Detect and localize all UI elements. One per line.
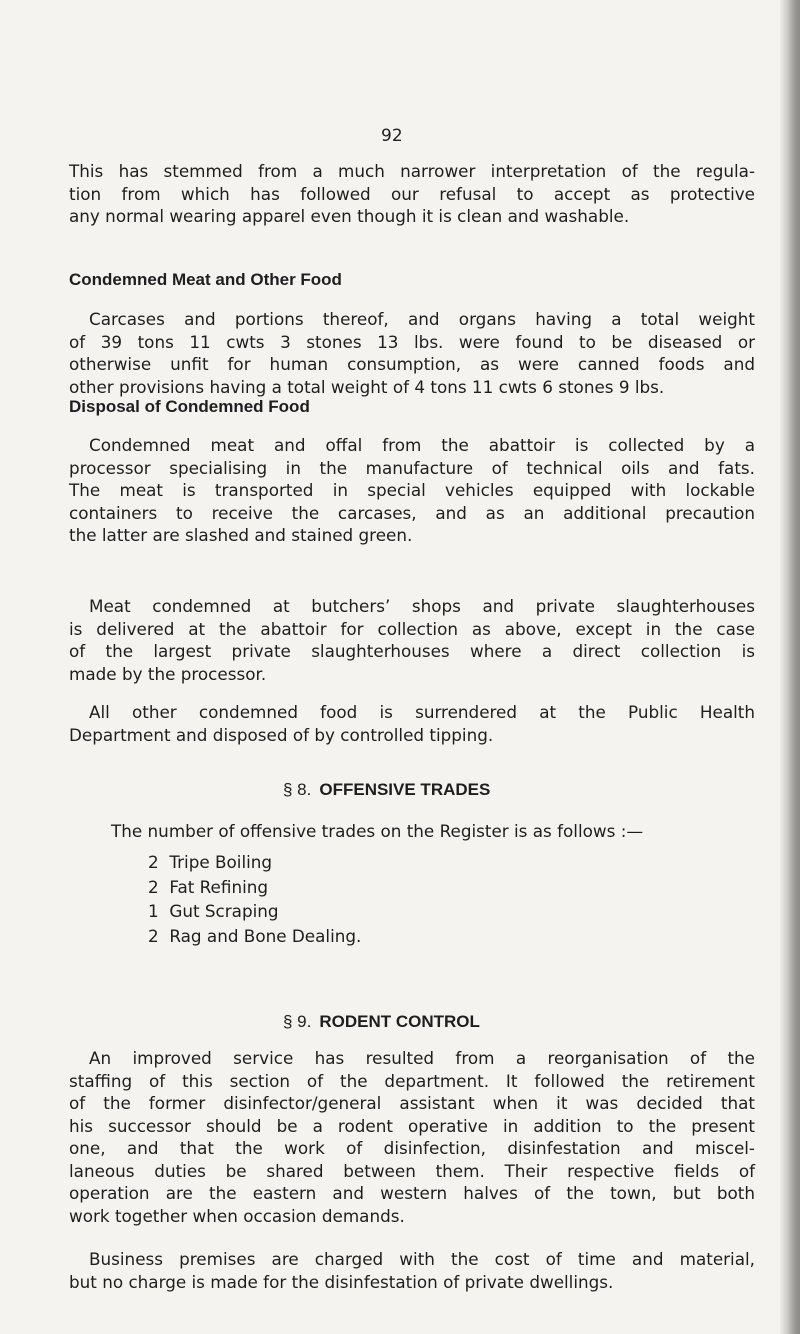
trade-name: Gut Scraping xyxy=(169,901,279,921)
offensive-trades-list xyxy=(148,850,361,948)
text-line: operation are the eastern and western halves of the town, but both xyxy=(69,1183,755,1203)
text-line: Department and disposed of by controlled tipping. xyxy=(69,724,494,745)
text-line: but no charge is made for the disinfestation of private dwellings. xyxy=(69,1271,614,1292)
text-line: The meat is transported in special vehicles equipped with lockable xyxy=(69,480,755,500)
offensive-trades-intro xyxy=(69,820,755,843)
text-line: All other condemned food is surrendered at the Public Health xyxy=(89,702,755,722)
section-heading: OFFENSIVE TRADES xyxy=(319,780,491,799)
list-item xyxy=(148,924,361,949)
text-line: staffing of this section of the department. It followed the retirement xyxy=(69,1070,755,1091)
text-line: of the former disinfector/general assistant when it was decided that xyxy=(69,1093,755,1113)
text-line: of the largest private slaughterhouses where a direct collection is xyxy=(69,641,755,661)
page-number: 92 xyxy=(381,126,403,146)
text-line: laneous duties be shared between them. Their respective fields of xyxy=(69,1160,755,1181)
list-item xyxy=(148,875,361,900)
text-line: containers to receive the carcases, and as an additional precaution xyxy=(69,502,755,523)
text-line: An improved service has resulted from a reorganisation of the xyxy=(89,1048,755,1068)
text-line: is delivered at the abattoir for collection as above, except in the case xyxy=(69,618,755,639)
section-heading: RODENT CONTROL xyxy=(319,1012,480,1031)
heading-disposal: Disposal of Condemned Food xyxy=(69,397,310,416)
text-line: processor specialising in the manufacture of technical oils and fats. xyxy=(69,457,755,478)
text-line: Condemned meat and offal from the abattoir is collected by a xyxy=(89,435,755,455)
list-item xyxy=(148,899,361,924)
text-line: one, and that the work of disinfection, disinfestation and miscel- xyxy=(69,1138,755,1158)
section-8-title xyxy=(283,780,490,800)
list-item xyxy=(148,850,361,875)
trade-count: 2 xyxy=(148,876,159,897)
text-line: his successor should be a rodent operative in addition to the present xyxy=(69,1115,755,1136)
text-line: Carcases and portions thereof, and organs having a total weight xyxy=(89,309,755,329)
intro-paragraph xyxy=(69,160,755,228)
heading-condemned-meat: Condemned Meat and Other Food xyxy=(69,270,342,289)
text-line: of 39 tons 11 cwts 3 stones 13 lbs. were found to be diseased or xyxy=(69,331,755,352)
trade-name: Fat Refining xyxy=(169,876,269,897)
section-9-title xyxy=(283,1012,480,1032)
text-line: the latter are slashed and stained green. xyxy=(69,525,413,545)
trade-count: 2 xyxy=(148,852,159,872)
text-line: This has stemmed from a much narrower interpretation of the regula- xyxy=(69,161,755,181)
text-line: other provisions having a total weight of 4 tons 11 cwts 6 stones 9 lbs. xyxy=(69,376,665,397)
page-edge-shadow xyxy=(780,0,800,1334)
rodent-control-paragraph-2 xyxy=(69,1248,755,1293)
text-line: The number of offensive trades on the Register is as follows :— xyxy=(111,821,644,841)
text-line: work together when occasion demands. xyxy=(69,1205,405,1226)
disposal-paragraph-2 xyxy=(69,595,755,685)
text-line: Meat condemned at butchers’ shops and private slaughterhouses xyxy=(89,596,755,616)
disposal-paragraph-3 xyxy=(69,701,755,746)
trade-count: 1 xyxy=(148,901,159,921)
text-line: otherwise unfit for human consumption, as were canned foods and xyxy=(69,354,755,374)
text-line: made by the processor. xyxy=(69,663,267,684)
disposal-paragraph-1 xyxy=(69,434,755,547)
trade-count: 2 xyxy=(148,925,159,946)
text-line: Business premises are charged with the cost of time and material, xyxy=(89,1249,755,1269)
trade-name: Rag and Bone Dealing. xyxy=(169,925,362,946)
text-line: any normal wearing apparel even though it is clean and washable. xyxy=(69,206,630,226)
trade-name: Tripe Boiling xyxy=(169,852,273,872)
condemned-meat-paragraph xyxy=(69,308,755,398)
text-line: tion from which has followed our refusal to accept as protective xyxy=(69,183,755,204)
section-number: § 8. xyxy=(283,780,312,799)
rodent-control-paragraph-1 xyxy=(69,1047,755,1227)
section-number: § 9. xyxy=(283,1012,312,1031)
